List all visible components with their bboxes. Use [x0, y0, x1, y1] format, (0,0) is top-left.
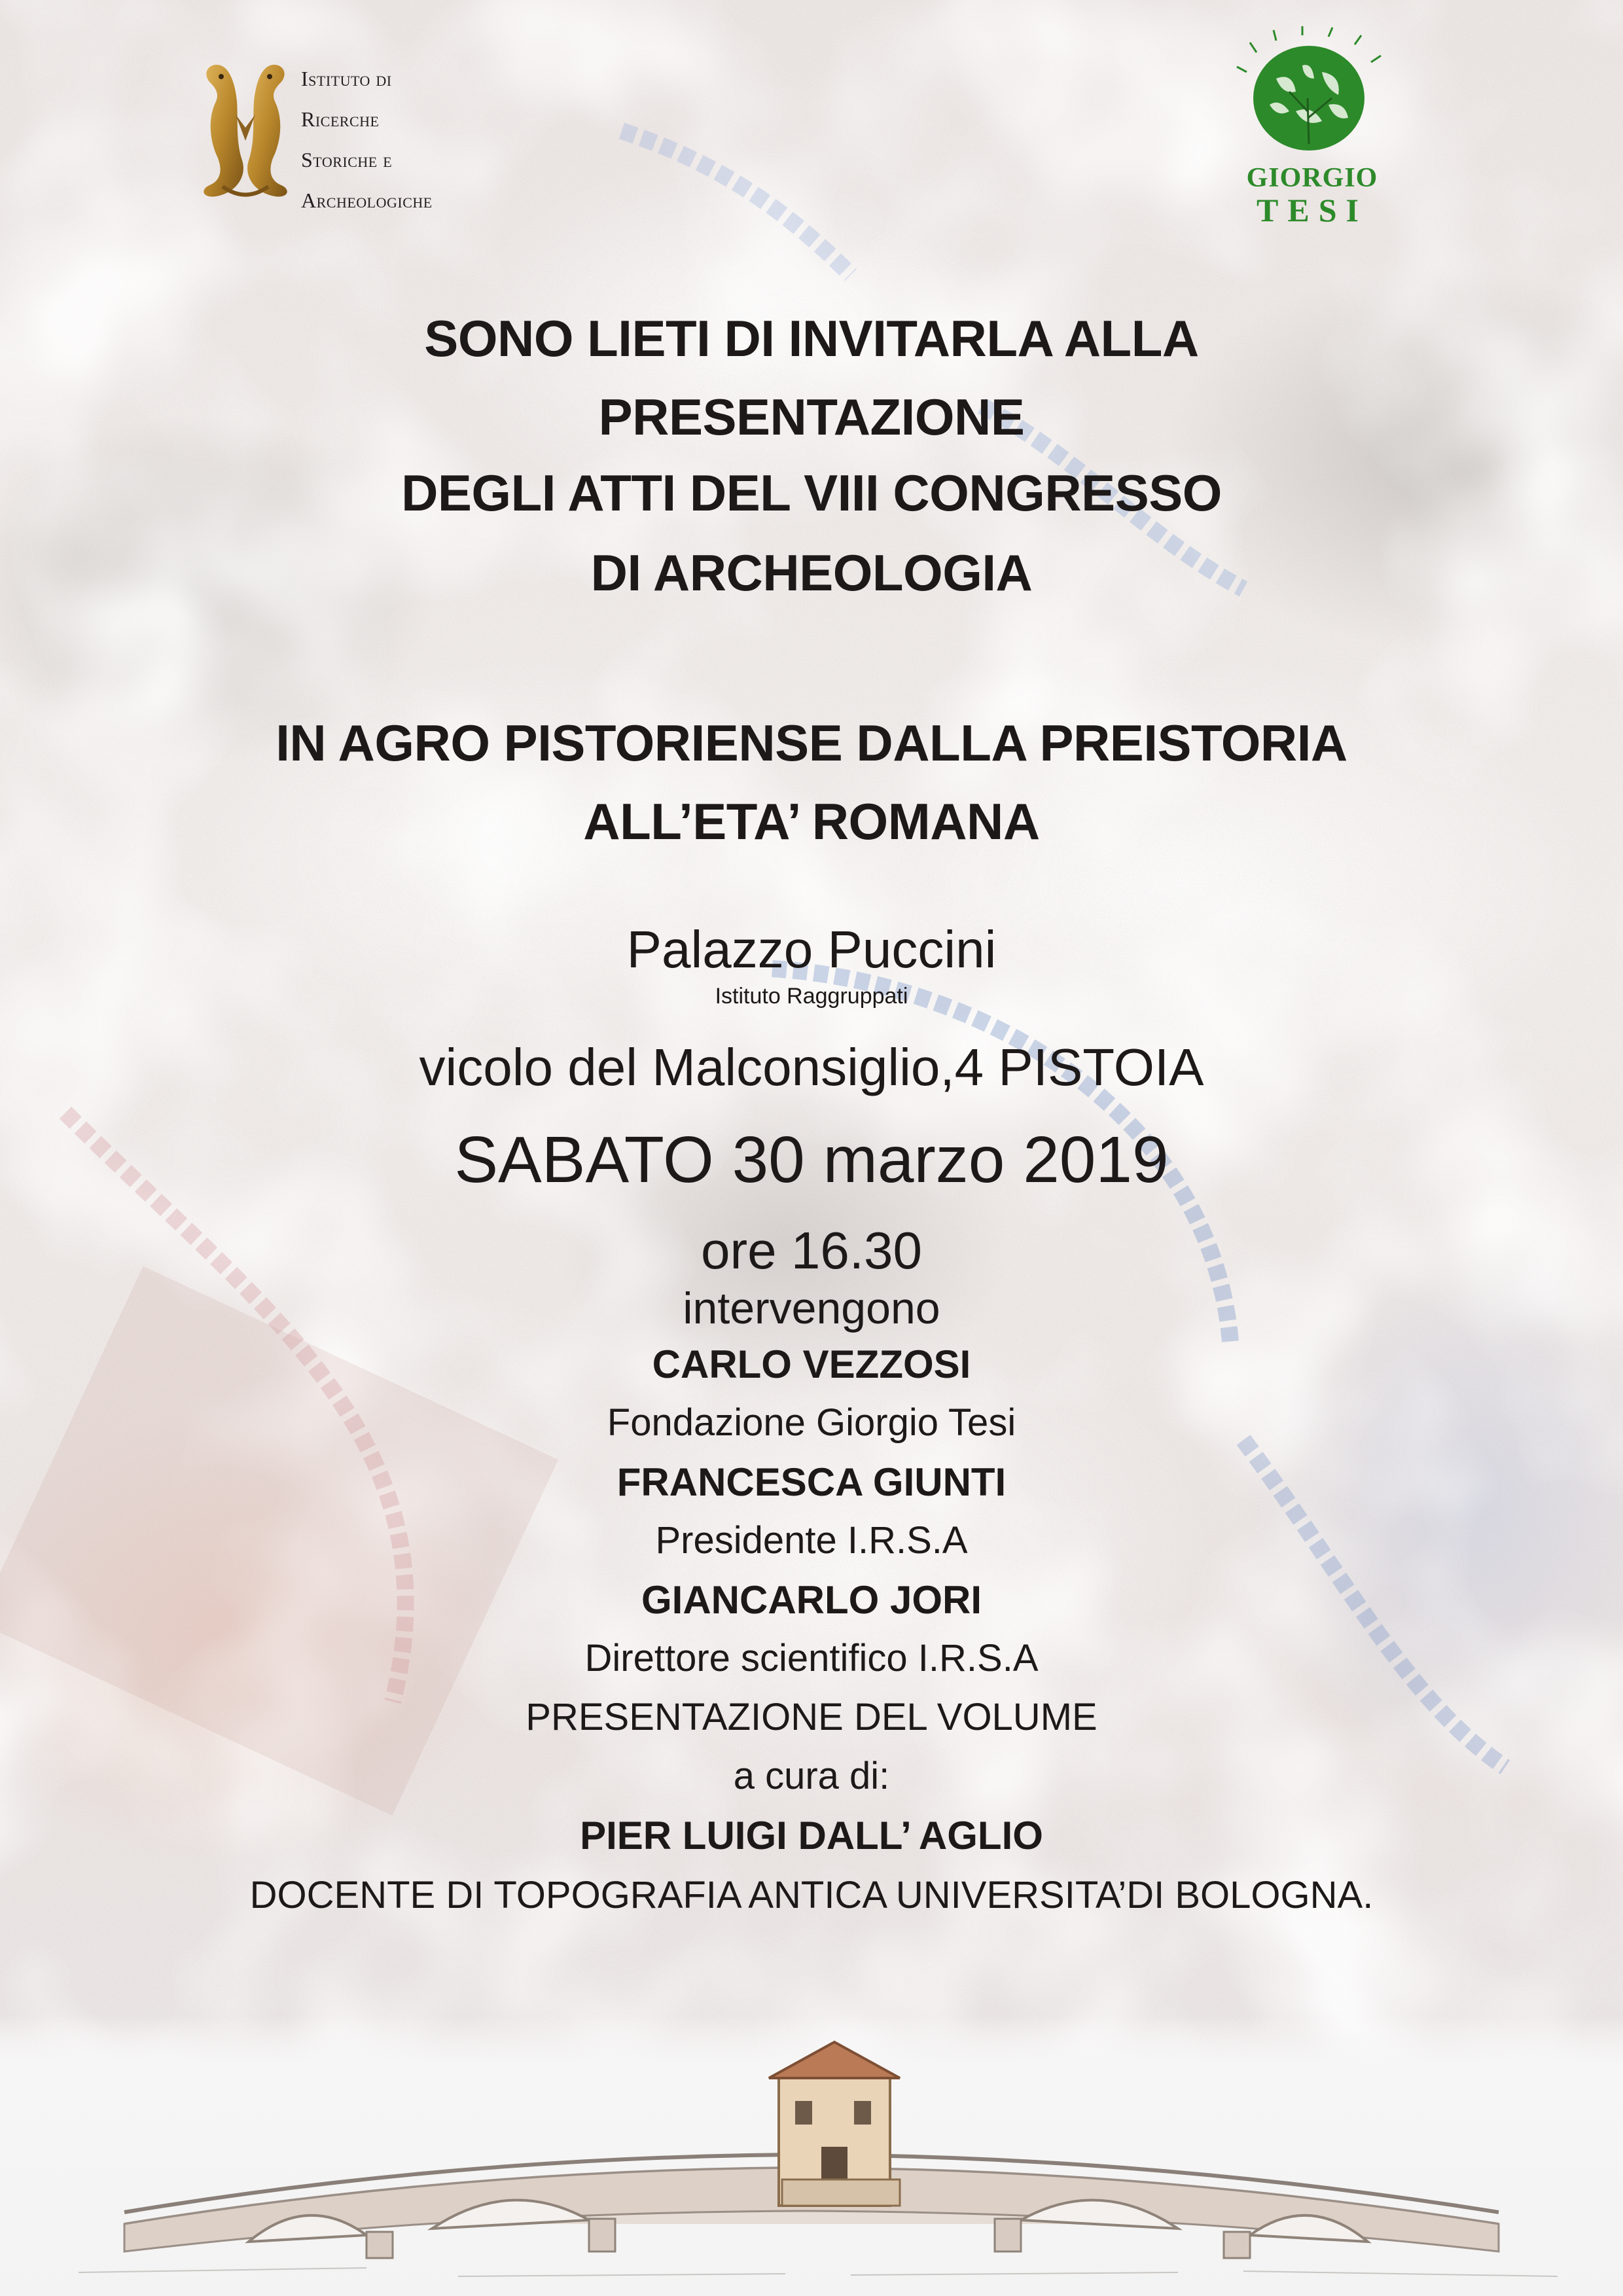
giorgio-tesi-logo [1230, 26, 1394, 236]
venue-subtitle: Istituto Raggruppati [715, 984, 908, 1009]
speaker-name: GIANCARLO JORI [641, 1578, 982, 1622]
volume-heading: PRESENTAZIONE DEL VOLUME [526, 1696, 1097, 1738]
event-time: ore 16.30 [700, 1221, 923, 1280]
twin-griffin-emblem-icon [196, 56, 294, 206]
volume-curated-by: a cura di: [733, 1755, 890, 1797]
speakers-intro: intervengono [683, 1283, 940, 1333]
venue-name: Palazzo Puccini [626, 920, 997, 978]
irsa-logo [196, 56, 491, 213]
irsa-name-line: Storiche e [301, 148, 393, 171]
arched-bridge-drawing-icon [0, 2016, 1623, 2296]
irsa-name-line: Ricerche [301, 107, 380, 131]
invitation-line: SONO LIETI DI INVITARLA ALLA [424, 310, 1199, 367]
irsa-name [301, 58, 433, 221]
irsa-name-line: Istituto di [301, 67, 392, 90]
event-title-line: ALL’ETA’ ROMANA [583, 793, 1040, 850]
invitation-line: DEGLI ATTI DEL VIII CONGRESSO [401, 464, 1222, 522]
invitation-line: DI ARCHEOLOGIA [590, 544, 1033, 601]
green-leaves-emblem-icon [1230, 26, 1394, 183]
event-title-line: IN AGRO PISTORIENSE DALLA PREISTORIA [276, 714, 1347, 772]
invitation-line: PRESENTAZIONE [598, 388, 1025, 446]
speaker-role: Fondazione Giorgio Tesi [607, 1401, 1016, 1444]
giorgio-tesi-word-giorgio: GIORGIO [1246, 163, 1378, 193]
giorgio-tesi-word-tesi: TESI [1257, 192, 1368, 228]
speaker-role: Direttore scientifico I.R.S.A [584, 1637, 1039, 1679]
speaker-role: Presidente I.R.S.A [655, 1519, 968, 1562]
venue-address: vicolo del Malconsiglio,4 PISTOIA [419, 1038, 1204, 1096]
irsa-name-line: Archeologiche [301, 188, 433, 212]
speaker-name: CARLO VEZZOSI [652, 1342, 971, 1386]
volume-editor: PIER LUIGI DALL’ AGLIO [580, 1814, 1043, 1857]
speaker-name: FRANCESCA GIUNTI [616, 1460, 1007, 1504]
event-date: SABATO 30 marzo 2019 [454, 1123, 1169, 1196]
volume-editor-role: DOCENTE DI TOPOGRAFIA ANTICA UNIVERSITA’DI BOLOGNA. [249, 1874, 1374, 1916]
